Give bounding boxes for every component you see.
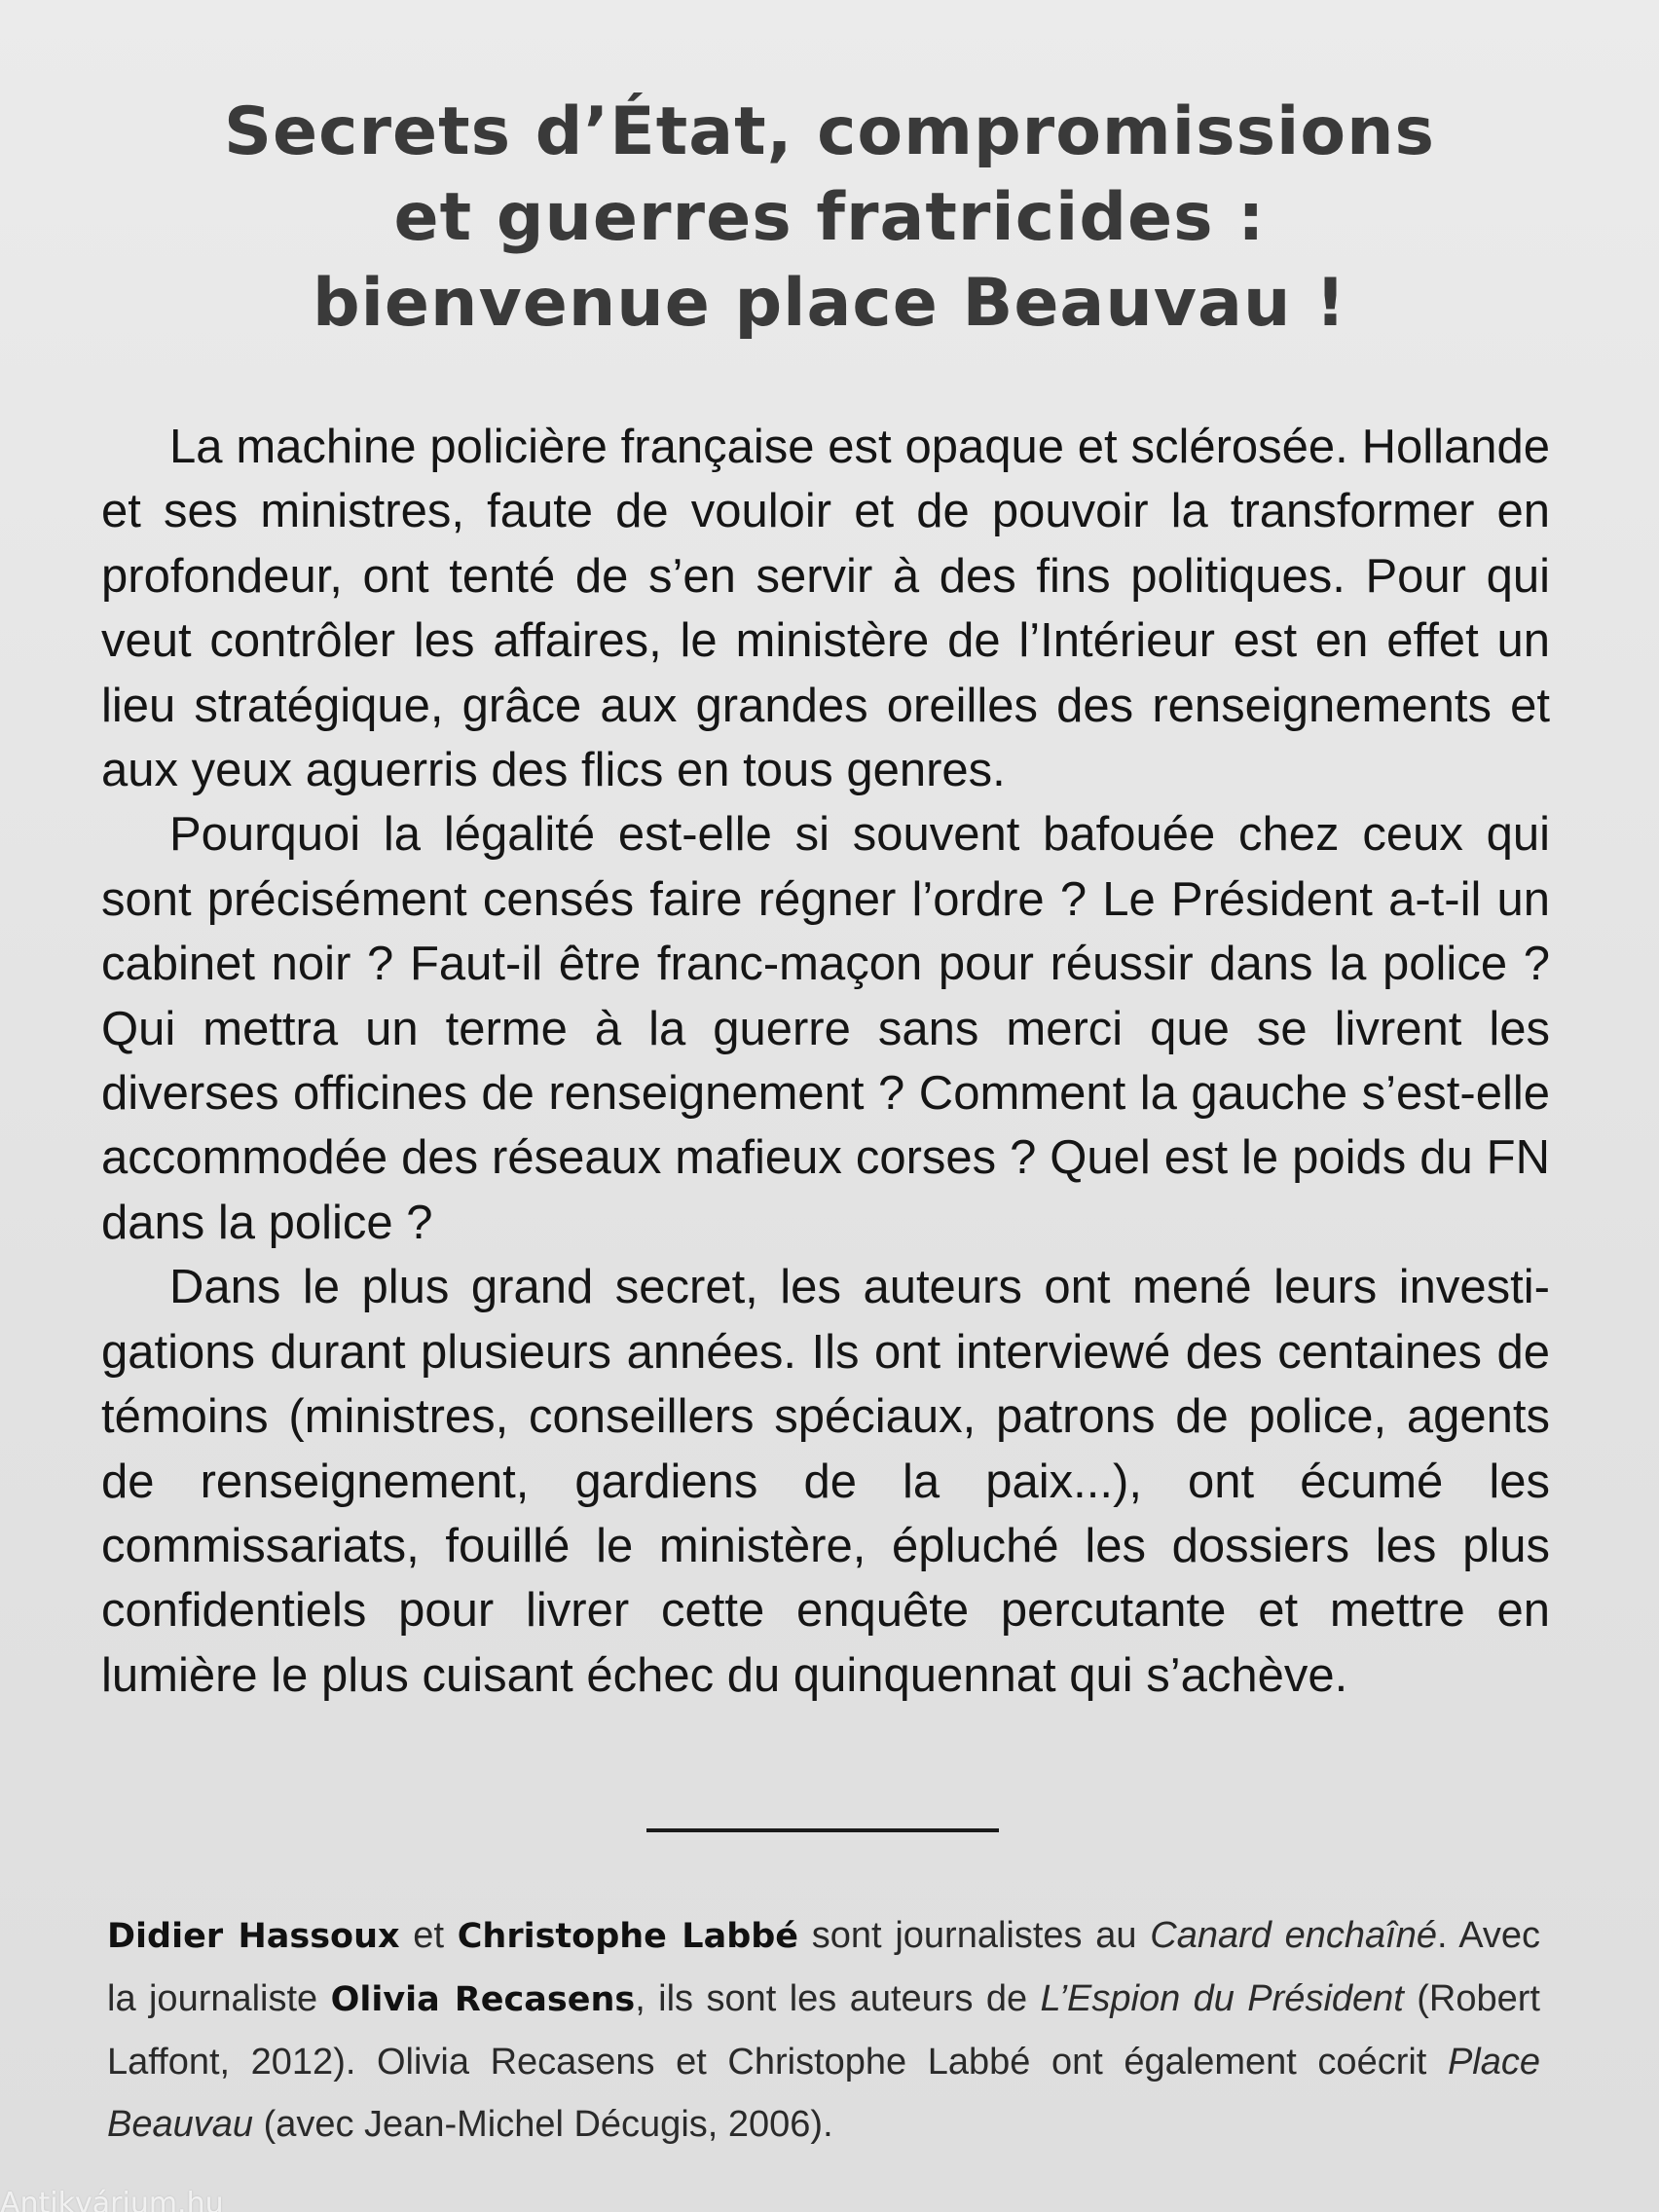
blurb-paragraph-1: La machine policière française est opaque et sclérosée. Hollande et ses ministres, faute de vouloir et de pouvoir la transformer en profondeur, ont tenté de s’en servir à des fins politiques. Pour qui veut contrôler les affaires, le ministère de l’Intérieur est en effet un lieu stratégique, grâce aux grandes oreilles des renseignements et aux yeux aguerris des flics en tous genres. — [101, 421, 1550, 797]
book-title-place-beauvau: Place Beauvau — [107, 2042, 1540, 2145]
bio-text-1: sont journalistes au — [798, 1915, 1151, 1956]
book-title-espion: L’Espion du Président — [1040, 1978, 1404, 2019]
blurb-paragraph-2: Pourquoi la légalité est-elle si souvent bafouée chez ceux qui sont précisément censés faire régner l’ordre ? Le Président a-t-il un cabinet noir ? Faut-il être franc-maçon pour réussir dans la police ? Qui mettra un terme à la guerre sans merci que se livrent les diverses officines de renseignement ? Comment la gauche s’est-elle accommodée des réseaux mafieux corses ? Quel est le poids du FN dans la police ? — [101, 808, 1550, 1249]
bio-conjunction: et — [399, 1915, 458, 1956]
blurb-text — [101, 415, 1550, 1708]
cover-title — [146, 90, 1513, 347]
title-line-2: et guerres fratricides : — [393, 179, 1266, 256]
section-divider — [646, 1828, 999, 1832]
watermark: Antikvárium.hu — [0, 2187, 224, 2212]
title-line-3: bienvenue place Beauvau ! — [312, 265, 1347, 342]
author-name-recasens: Olivia Recasens — [330, 1980, 636, 2019]
authors-bio — [107, 1904, 1540, 2156]
title-line-1: Secrets d’État, compromissions — [224, 93, 1435, 170]
author-name-hassoux: Didier Hassoux — [107, 1917, 400, 1956]
bio-text-2: . Avec la journaliste — [107, 1915, 1541, 2019]
newspaper-name: Canard enchaîné — [1150, 1915, 1438, 1956]
blurb-paragraph-3: Dans le plus grand secret, les auteurs ont mené leurs investi-gations durant plusieurs années. Ils ont interviewé des centaines de témoins (ministres, conseillers spéciaux, patrons de police, agents de renseignement, gardiens de la paix...), ont écumé les commissariats, fouillé le ministère, épluché les dossiers les plus confidentiels pour livrer cette enquête percutante et mettre en lumière le plus cuisant échec du quinquennat qui s’achève. — [101, 1261, 1550, 1702]
bio-text-5: (avec Jean-Michel Décugis, 2006). — [253, 2104, 833, 2145]
bio-text-4: (Robert Laffont, 2012). Olivia Recasens et Christophe Labbé ont également coécrit — [107, 1978, 1540, 2083]
bio-text-3: , ils sont les auteurs de — [635, 1978, 1041, 2019]
author-name-labbe: Christophe Labbé — [457, 1917, 799, 1956]
